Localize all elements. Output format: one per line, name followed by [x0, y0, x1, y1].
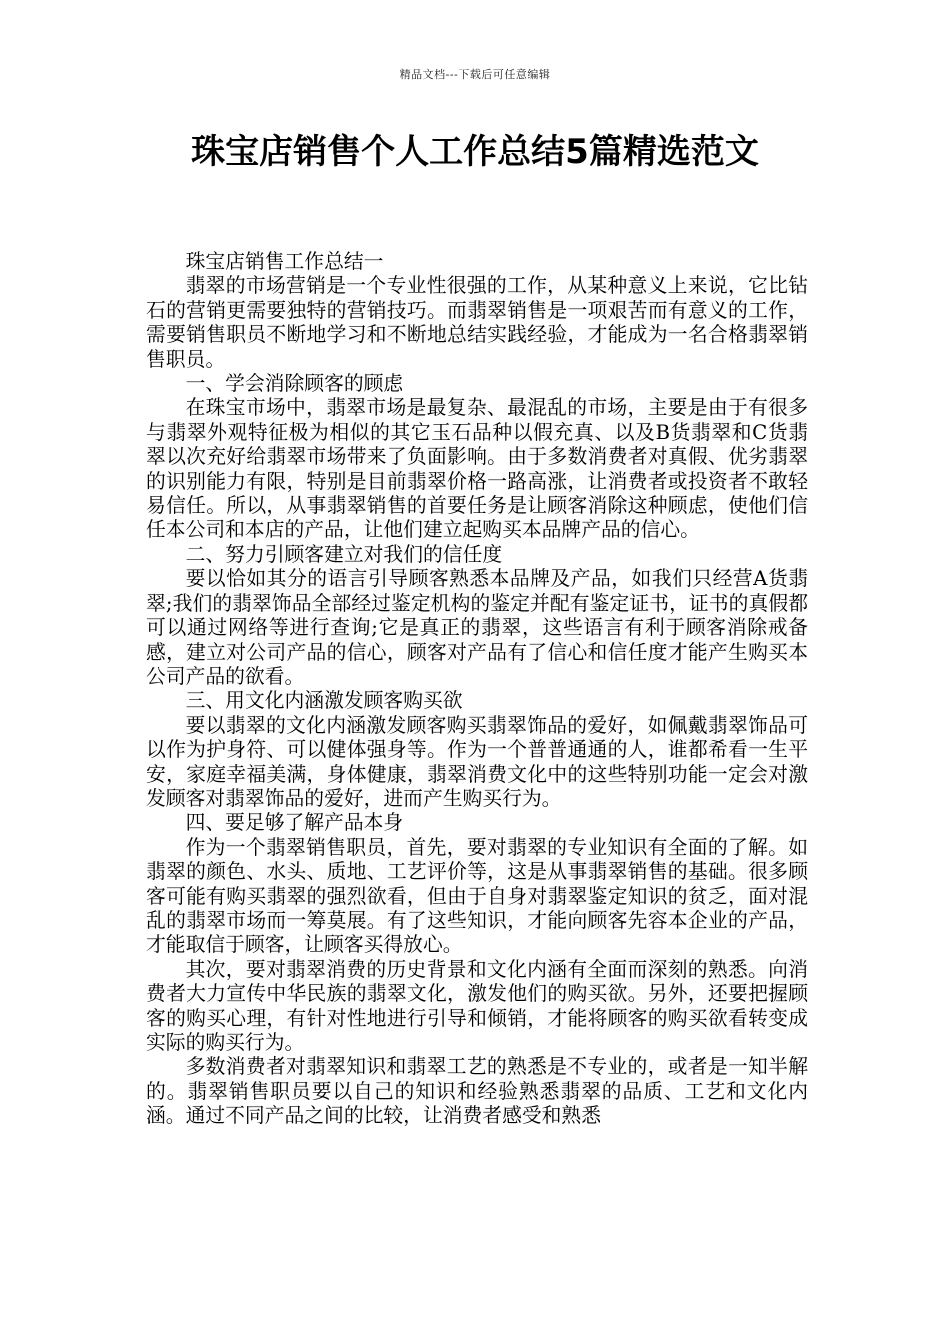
- section-heading: 三、用文化内涵激发顾客购买欲: [185, 689, 463, 713]
- section-heading: 珠宝店销售工作总结一: [185, 250, 384, 273]
- section-heading: 二、努力引顾客建立对我们的信任度: [185, 542, 503, 566]
- paragraph: 在珠宝市场中，翡翠市场是最复杂、最混乱的市场，主要是由于有很多与翡翠外观特征极为相似的其它玉石品种以假充真、以及B货翡翠和C货翡翠以次充好给翡翠市场带来了负面影响。由于多数消费者对真假、优劣翡翠的识别能力有限，特别是目前翡翠价格一路高涨，让消费者或投资者不敢轻易信任。所以，从事翡翠销售的首要任务是让顾客消除这种顾虑，使他们信任本公司和本店的产品，让他们建立起购买本品牌产品的信心。: [146, 396, 808, 542]
- section-heading: 四、要足够了解产品本身: [185, 811, 404, 835]
- paragraph: 多数消费者对翡翠知识和翡翠工艺的熟悉是不专业的，或者是一知半解的。翡翠销售职员要以自己的知识和经验熟悉翡翠的品质、工艺和文化内涵。通过不同产品之间的比较，让消费者感受和熟悉: [146, 1055, 808, 1128]
- document-title: 珠宝店销售个人工作总结5篇精选范文: [191, 132, 759, 172]
- paragraph: 要以恰如其分的语言引导顾客熟悉本品牌及产品，如我们只经营A货翡翠;我们的翡翠饰品全部经过鉴定机构的鉴定并配有鉴定证书，证书的真假都可以通过网络等进行查询;它是真正的翡翠，这些语言有利于顾客消除戒备感，建立对公司产品的信心，顾客对产品有了信心和信任度才能产生购买本公司产品的欲看。: [146, 567, 808, 688]
- page-header: 精品文档---下载后可任意编辑: [399, 68, 551, 81]
- paragraph: 作为一个翡翠销售职员，首先，要对翡翠的专业知识有全面的了解。如翡翠的颜色、水头、质地、工艺评价等，这是从事翡翠销售的基础。很多顾客可能有购买翡翠的强烈欲看，但由于自身对翡翠鉴定知识的贫乏，面对混乱的翡翠市场而一筹莫展。有了这些知识，才能向顾客先容本企业的产品，才能取信于顾客，让顾客买得放心。: [146, 835, 808, 957]
- document-body: [146, 250, 808, 1129]
- paragraph: 翡翠的市场营销是一个专业性很强的工作，从某种意义上来说，它比钻石的营销更需要独特的营销技巧。而翡翠销售是一项艰苦而有意义的工作，需要销售职员不断地学习和不断地总结实践经验，才能成为一名合格翡翠销售职员。: [146, 274, 808, 371]
- paragraph: 其次，要对翡翠消费的历史背景和文化内涵有全面而深刻的熟悉。向消费者大力宣传中华民族的翡翠文化，激发他们的购买欲。另外，还要把握顾客的购买心理，有针对性地进行引导和倾销，才能将顾客的购买欲看转变成实际的购买行为。: [146, 957, 808, 1054]
- section-heading: 一、学会消除顾客的顾虑: [185, 372, 404, 396]
- paragraph: 要以翡翠的文化内涵激发顾客购买翡翠饰品的爱好，如佩戴翡翠饰品可以作为护身符、可以健体强身等。作为一个普普通通的人，谁都希看一生平安，家庭幸福美满，身体健康，翡翠消费文化中的这些特别功能一定会对激发顾客对翡翠饰品的爱好，进而产生购买行为。: [146, 713, 808, 810]
